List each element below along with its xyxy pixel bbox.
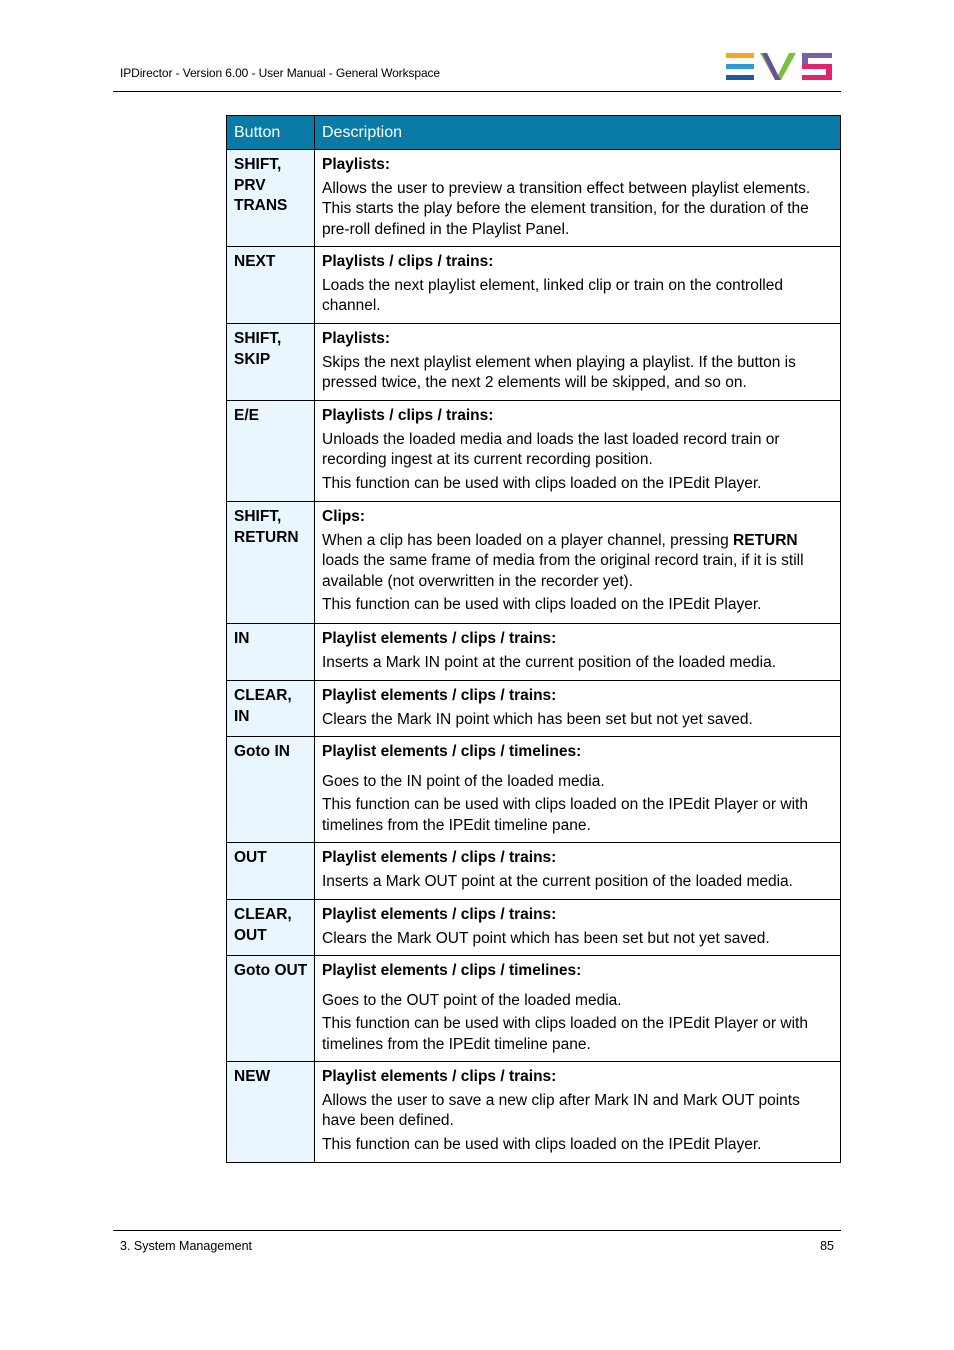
description-cell xyxy=(315,956,841,1062)
button-name: CLEAR, IN xyxy=(227,681,315,737)
table-row xyxy=(227,624,841,681)
description-title: Playlist elements / clips / trains: xyxy=(322,630,557,647)
button-name: Goto OUT xyxy=(227,956,315,1062)
column-header-button: Button xyxy=(227,116,315,150)
description-text: This function can be used with clips loaded on the IPEdit Player. xyxy=(322,1135,762,1153)
button-name: NEXT xyxy=(227,247,315,324)
page-header xyxy=(113,48,841,92)
table-row xyxy=(227,324,841,401)
table-row xyxy=(227,150,841,247)
description-text: This function can be used with clips loaded on the IPEdit Player. xyxy=(322,596,762,613)
table-row xyxy=(227,401,841,502)
button-name: IN xyxy=(227,624,315,681)
description-text: Unloads the loaded media and loads the last loaded record train or recording ingest at its current recording position. xyxy=(322,430,780,468)
description-text: Goes to the IN point of the loaded media. xyxy=(322,772,605,790)
description-text: Loads the next playlist element, linked clip or train on the controlled channel. xyxy=(322,276,783,314)
description-title: Playlists / clips / trains: xyxy=(322,253,494,270)
description-text: This function can be used with clips loaded on the IPEdit Player. xyxy=(322,474,762,492)
page-number: 85 xyxy=(820,1239,834,1253)
description-text: Allows the user to preview a transition effect between playlist elements. This starts the play before the element transition, for the duration of the pre-roll defined in the Playlist Panel. xyxy=(322,179,811,238)
description-title: Playlists: xyxy=(322,156,391,173)
description-title: Playlist elements / clips / trains: xyxy=(322,1068,557,1085)
button-name: SHIFT, PRV TRANS xyxy=(227,150,315,247)
description-title: Playlist elements / clips / timelines: xyxy=(322,962,582,979)
button-name: Goto IN xyxy=(227,737,315,843)
description-text xyxy=(322,531,834,593)
button-name: NEW xyxy=(227,1062,315,1163)
description-title: Playlist elements / clips / trains: xyxy=(322,906,557,923)
table-row xyxy=(227,843,841,900)
description-cell xyxy=(315,900,841,956)
table-header-row xyxy=(227,116,841,150)
description-title: Playlist elements / clips / trains: xyxy=(322,687,557,704)
column-header-description: Description xyxy=(315,116,841,150)
description-cell xyxy=(315,401,841,502)
description-title: Clips: xyxy=(322,508,366,525)
return-keyword: RETURN xyxy=(733,531,798,549)
description-cell xyxy=(315,843,841,900)
table-row xyxy=(227,900,841,956)
description-cell xyxy=(315,247,841,324)
table-row xyxy=(227,956,841,1062)
description-text: This function can be used with clips loaded on the IPEdit Player or with timelines from the IPEdit timeline pane. xyxy=(322,796,808,834)
description-title: Playlist elements / clips / timelines: xyxy=(322,743,582,760)
description-text: Inserts a Mark OUT point at the current position of the loaded media. xyxy=(322,872,793,890)
evs-logo xyxy=(726,53,834,81)
description-cell xyxy=(315,502,841,624)
description-text: Skips the next playlist element when playing a playlist. If the button is pressed twice, the next 2 elements will be skipped, and so on. xyxy=(322,353,796,391)
button-name: CLEAR, OUT xyxy=(227,900,315,956)
table-row xyxy=(227,502,841,624)
button-name: SHIFT, SKIP xyxy=(227,324,315,401)
description-cell xyxy=(315,1062,841,1163)
button-name: E/E xyxy=(227,401,315,502)
button-name: SHIFT, RETURN xyxy=(227,502,315,624)
description-title: Playlists / clips / trains: xyxy=(322,407,494,424)
table-row xyxy=(227,247,841,324)
section-name: 3. System Management xyxy=(120,1239,253,1253)
description-text-part: When a clip has been loaded on a player channel, pressing xyxy=(322,531,734,549)
description-cell xyxy=(315,324,841,401)
table-row xyxy=(227,1062,841,1163)
button-description-table xyxy=(226,115,841,1163)
description-text: Inserts a Mark IN point at the current position of the loaded media. xyxy=(322,653,777,671)
description-text: This function can be used with clips loaded on the IPEdit Player or with timelines from the IPEdit timeline pane. xyxy=(322,1015,808,1053)
description-cell xyxy=(315,150,841,247)
description-title: Playlists: xyxy=(322,330,391,347)
description-text: Goes to the OUT point of the loaded media. xyxy=(322,991,622,1009)
description-title: Playlist elements / clips / trains: xyxy=(322,849,557,866)
description-cell xyxy=(315,681,841,737)
description-text: Clears the Mark IN point which has been set but not yet saved. xyxy=(322,710,753,728)
page-footer xyxy=(113,1230,841,1253)
document-title: IPDirector - Version 6.00 - User Manual - General Workspace xyxy=(120,66,441,80)
description-text-part: loads the same frame of media from the original record train, if it is still available (not overwritten in the recorder yet). xyxy=(322,552,804,590)
table-row xyxy=(227,681,841,737)
description-text: Allows the user to save a new clip after Mark IN and Mark OUT points have been defined. xyxy=(322,1091,800,1129)
description-text: Clears the Mark OUT point which has been set but not yet saved. xyxy=(322,929,770,947)
button-name: OUT xyxy=(227,843,315,900)
description-cell xyxy=(315,737,841,843)
table-row xyxy=(227,737,841,843)
description-cell xyxy=(315,624,841,681)
